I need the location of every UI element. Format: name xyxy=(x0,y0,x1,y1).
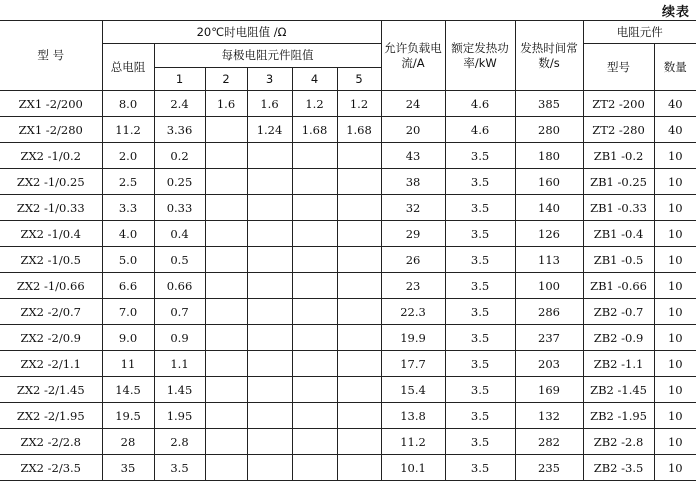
table-row xyxy=(0,117,696,143)
cell-allowed-current: 20 xyxy=(381,117,445,143)
cell-allowed-current: 23 xyxy=(381,273,445,299)
table-row xyxy=(0,455,696,481)
header-element-values: 每极电阻元件阻值 xyxy=(154,44,381,68)
cell-pole-3 xyxy=(247,169,292,195)
cell-quantity: 10 xyxy=(654,403,696,429)
cell-element-model: ZB2 -1.95 xyxy=(583,403,654,429)
cell-quantity: 10 xyxy=(654,143,696,169)
cell-allowed-current: 38 xyxy=(381,169,445,195)
header-element-model: 型号 xyxy=(583,44,654,91)
table-row xyxy=(0,169,696,195)
cell-rated-power: 4.6 xyxy=(445,117,515,143)
table-row xyxy=(0,325,696,351)
cell-model: ZX2 -2/2.8 xyxy=(0,429,102,455)
cell-pole-4 xyxy=(292,429,337,455)
cell-model: ZX1 -2/280 xyxy=(0,117,102,143)
cell-quantity: 10 xyxy=(654,299,696,325)
cell-total-resistance: 5.0 xyxy=(102,247,154,273)
cell-total-resistance: 6.6 xyxy=(102,273,154,299)
cell-time-constant: 203 xyxy=(515,351,583,377)
table-row xyxy=(0,195,696,221)
cell-pole-1: 0.33 xyxy=(154,195,205,221)
table-body xyxy=(0,91,696,481)
cell-pole-4 xyxy=(292,221,337,247)
cell-pole-3 xyxy=(247,299,292,325)
cell-total-resistance: 3.3 xyxy=(102,195,154,221)
cell-rated-power: 3.5 xyxy=(445,325,515,351)
header-pole-4: 4 xyxy=(292,68,337,91)
cell-pole-4 xyxy=(292,403,337,429)
cell-allowed-current: 32 xyxy=(381,195,445,221)
cell-quantity: 10 xyxy=(654,351,696,377)
cell-pole-1: 3.5 xyxy=(154,455,205,481)
table-row xyxy=(0,299,696,325)
cell-time-constant: 100 xyxy=(515,273,583,299)
cell-pole-4 xyxy=(292,273,337,299)
cell-element-model: ZB1 -0.2 xyxy=(583,143,654,169)
cell-allowed-current: 13.8 xyxy=(381,403,445,429)
cell-pole-3 xyxy=(247,325,292,351)
cell-allowed-current: 22.3 xyxy=(381,299,445,325)
cell-pole-1: 0.66 xyxy=(154,273,205,299)
cell-rated-power: 3.5 xyxy=(445,299,515,325)
table-header xyxy=(0,21,696,91)
cell-element-model: ZB1 -0.5 xyxy=(583,247,654,273)
cell-pole-1: 0.4 xyxy=(154,221,205,247)
cell-rated-power: 3.5 xyxy=(445,247,515,273)
cell-total-resistance: 2.0 xyxy=(102,143,154,169)
cell-rated-power: 3.5 xyxy=(445,169,515,195)
cell-pole-2 xyxy=(205,403,247,429)
cell-element-model: ZB2 -1.1 xyxy=(583,351,654,377)
cell-element-model: ZT2 -200 xyxy=(583,91,654,117)
cell-pole-2 xyxy=(205,429,247,455)
cell-rated-power: 3.5 xyxy=(445,429,515,455)
cell-pole-1: 2.4 xyxy=(154,91,205,117)
cell-allowed-current: 19.9 xyxy=(381,325,445,351)
cell-model: ZX2 -2/0.7 xyxy=(0,299,102,325)
cell-element-model: ZB2 -3.5 xyxy=(583,455,654,481)
cell-pole-2 xyxy=(205,377,247,403)
cell-time-constant: 385 xyxy=(515,91,583,117)
cell-allowed-current: 10.1 xyxy=(381,455,445,481)
cell-quantity: 40 xyxy=(654,117,696,143)
cell-pole-3: 1.24 xyxy=(247,117,292,143)
cell-allowed-current: 15.4 xyxy=(381,377,445,403)
cell-pole-4 xyxy=(292,325,337,351)
cell-pole-5: 1.2 xyxy=(337,91,381,117)
cell-time-constant: 169 xyxy=(515,377,583,403)
cell-pole-5 xyxy=(337,195,381,221)
cell-rated-power: 3.5 xyxy=(445,195,515,221)
cell-pole-4 xyxy=(292,299,337,325)
cell-element-model: ZB1 -0.25 xyxy=(583,169,654,195)
cell-pole-5 xyxy=(337,377,381,403)
cell-element-model: ZB1 -0.66 xyxy=(583,273,654,299)
cell-model: ZX2 -2/3.5 xyxy=(0,455,102,481)
cell-allowed-current: 24 xyxy=(381,91,445,117)
cell-pole-1: 1.45 xyxy=(154,377,205,403)
cell-model: ZX2 -1/0.4 xyxy=(0,221,102,247)
header-pole-1: 1 xyxy=(154,68,205,91)
cell-total-resistance: 11.2 xyxy=(102,117,154,143)
table-row xyxy=(0,351,696,377)
header-quantity: 数量 xyxy=(654,44,696,91)
header-resistance-group: 20℃时电阻值 /Ω xyxy=(102,21,381,44)
cell-pole-3 xyxy=(247,377,292,403)
cell-time-constant: 237 xyxy=(515,325,583,351)
cell-pole-5 xyxy=(337,247,381,273)
cell-model: ZX2 -1/0.2 xyxy=(0,143,102,169)
cell-total-resistance: 19.5 xyxy=(102,403,154,429)
cell-pole-3 xyxy=(247,273,292,299)
cell-pole-2 xyxy=(205,143,247,169)
cell-pole-2 xyxy=(205,247,247,273)
cell-rated-power: 3.5 xyxy=(445,455,515,481)
header-allowed-current: 允许负载电流/A xyxy=(381,21,445,91)
cell-pole-2 xyxy=(205,351,247,377)
cell-element-model: ZB2 -1.45 xyxy=(583,377,654,403)
cell-total-resistance: 8.0 xyxy=(102,91,154,117)
cell-time-constant: 180 xyxy=(515,143,583,169)
cell-allowed-current: 26 xyxy=(381,247,445,273)
cell-element-model: ZB2 -2.8 xyxy=(583,429,654,455)
cell-pole-2 xyxy=(205,455,247,481)
header-rated-power: 额定发热功率/kW xyxy=(445,21,515,91)
cell-rated-power: 3.5 xyxy=(445,221,515,247)
cell-quantity: 40 xyxy=(654,91,696,117)
cell-allowed-current: 17.7 xyxy=(381,351,445,377)
cell-element-model: ZB2 -0.9 xyxy=(583,325,654,351)
cell-total-resistance: 9.0 xyxy=(102,325,154,351)
cell-pole-2 xyxy=(205,169,247,195)
cell-model: ZX2 -2/0.9 xyxy=(0,325,102,351)
cell-pole-5 xyxy=(337,299,381,325)
cell-pole-1: 1.95 xyxy=(154,403,205,429)
cell-quantity: 10 xyxy=(654,429,696,455)
header-total-resistance: 总电阻 xyxy=(102,44,154,91)
header-model: 型 号 xyxy=(0,21,102,91)
cell-pole-4 xyxy=(292,455,337,481)
cell-pole-5 xyxy=(337,169,381,195)
cell-pole-4: 1.68 xyxy=(292,117,337,143)
cell-pole-4: 1.2 xyxy=(292,91,337,117)
cell-model: ZX1 -2/200 xyxy=(0,91,102,117)
cell-pole-2 xyxy=(205,273,247,299)
cell-time-constant: 286 xyxy=(515,299,583,325)
cell-pole-3 xyxy=(247,403,292,429)
continued-label: 续表 xyxy=(661,5,690,20)
cell-allowed-current: 11.2 xyxy=(381,429,445,455)
cell-allowed-current: 29 xyxy=(381,221,445,247)
table-row xyxy=(0,429,696,455)
cell-pole-1: 0.7 xyxy=(154,299,205,325)
cell-pole-4 xyxy=(292,247,337,273)
cell-pole-4 xyxy=(292,351,337,377)
cell-element-model: ZB1 -0.4 xyxy=(583,221,654,247)
resistor-spec-table xyxy=(0,20,696,481)
cell-pole-3 xyxy=(247,247,292,273)
cell-pole-5 xyxy=(337,351,381,377)
cell-element-model: ZT2 -280 xyxy=(583,117,654,143)
cell-time-constant: 113 xyxy=(515,247,583,273)
cell-quantity: 10 xyxy=(654,325,696,351)
cell-quantity: 10 xyxy=(654,169,696,195)
cell-rated-power: 3.5 xyxy=(445,403,515,429)
header-pole-5: 5 xyxy=(337,68,381,91)
cell-time-constant: 235 xyxy=(515,455,583,481)
cell-pole-5 xyxy=(337,429,381,455)
cell-total-resistance: 4.0 xyxy=(102,221,154,247)
cell-pole-1: 2.8 xyxy=(154,429,205,455)
cell-pole-4 xyxy=(292,143,337,169)
cell-quantity: 10 xyxy=(654,247,696,273)
cell-pole-5 xyxy=(337,273,381,299)
table-row xyxy=(0,377,696,403)
cell-model: ZX2 -2/1.45 xyxy=(0,377,102,403)
cell-pole-2 xyxy=(205,299,247,325)
cell-pole-3 xyxy=(247,351,292,377)
cell-pole-3 xyxy=(247,455,292,481)
table-row xyxy=(0,247,696,273)
cell-pole-2: 1.6 xyxy=(205,91,247,117)
cell-pole-5 xyxy=(337,221,381,247)
cell-model: ZX2 -1/0.33 xyxy=(0,195,102,221)
cell-quantity: 10 xyxy=(654,455,696,481)
cell-rated-power: 4.6 xyxy=(445,91,515,117)
cell-total-resistance: 14.5 xyxy=(102,377,154,403)
header-pole-2: 2 xyxy=(205,68,247,91)
cell-rated-power: 3.5 xyxy=(445,143,515,169)
cell-pole-2 xyxy=(205,195,247,221)
cell-allowed-current: 43 xyxy=(381,143,445,169)
cell-time-constant: 140 xyxy=(515,195,583,221)
cell-pole-1: 0.5 xyxy=(154,247,205,273)
cell-pole-3: 1.6 xyxy=(247,91,292,117)
cell-pole-2 xyxy=(205,117,247,143)
cell-quantity: 10 xyxy=(654,195,696,221)
table-row xyxy=(0,91,696,117)
cell-pole-4 xyxy=(292,169,337,195)
cell-rated-power: 3.5 xyxy=(445,377,515,403)
cell-pole-5 xyxy=(337,455,381,481)
header-element-group: 电阻元件 xyxy=(583,21,696,44)
cell-pole-4 xyxy=(292,195,337,221)
cell-element-model: ZB2 -0.7 xyxy=(583,299,654,325)
cell-time-constant: 132 xyxy=(515,403,583,429)
header-pole-3: 3 xyxy=(247,68,292,91)
table-row xyxy=(0,273,696,299)
cell-total-resistance: 2.5 xyxy=(102,169,154,195)
cell-total-resistance: 35 xyxy=(102,455,154,481)
cell-pole-4 xyxy=(292,377,337,403)
cell-model: ZX2 -1/0.66 xyxy=(0,273,102,299)
cell-model: ZX2 -2/1.95 xyxy=(0,403,102,429)
cell-pole-5 xyxy=(337,143,381,169)
cell-pole-5 xyxy=(337,403,381,429)
cell-time-constant: 126 xyxy=(515,221,583,247)
cell-element-model: ZB1 -0.33 xyxy=(583,195,654,221)
cell-time-constant: 160 xyxy=(515,169,583,195)
cell-time-constant: 280 xyxy=(515,117,583,143)
cell-pole-3 xyxy=(247,143,292,169)
cell-pole-5: 1.68 xyxy=(337,117,381,143)
cell-rated-power: 3.5 xyxy=(445,351,515,377)
cell-model: ZX2 -1/0.5 xyxy=(0,247,102,273)
cell-pole-1: 3.36 xyxy=(154,117,205,143)
cell-pole-3 xyxy=(247,221,292,247)
cell-pole-2 xyxy=(205,221,247,247)
cell-rated-power: 3.5 xyxy=(445,273,515,299)
cell-quantity: 10 xyxy=(654,377,696,403)
cell-quantity: 10 xyxy=(654,273,696,299)
cell-total-resistance: 11 xyxy=(102,351,154,377)
table-row xyxy=(0,143,696,169)
table-row xyxy=(0,403,696,429)
cell-model: ZX2 -2/1.1 xyxy=(0,351,102,377)
table-row xyxy=(0,221,696,247)
cell-pole-2 xyxy=(205,325,247,351)
header-time-constant: 发热时间常数/s xyxy=(515,21,583,91)
cell-quantity: 10 xyxy=(654,221,696,247)
cell-total-resistance: 7.0 xyxy=(102,299,154,325)
cell-pole-1: 1.1 xyxy=(154,351,205,377)
cell-total-resistance: 28 xyxy=(102,429,154,455)
cell-pole-1: 0.2 xyxy=(154,143,205,169)
cell-pole-1: 0.25 xyxy=(154,169,205,195)
cell-pole-3 xyxy=(247,195,292,221)
cell-pole-1: 0.9 xyxy=(154,325,205,351)
cell-pole-5 xyxy=(337,325,381,351)
cell-model: ZX2 -1/0.25 xyxy=(0,169,102,195)
cell-time-constant: 282 xyxy=(515,429,583,455)
cell-pole-3 xyxy=(247,429,292,455)
